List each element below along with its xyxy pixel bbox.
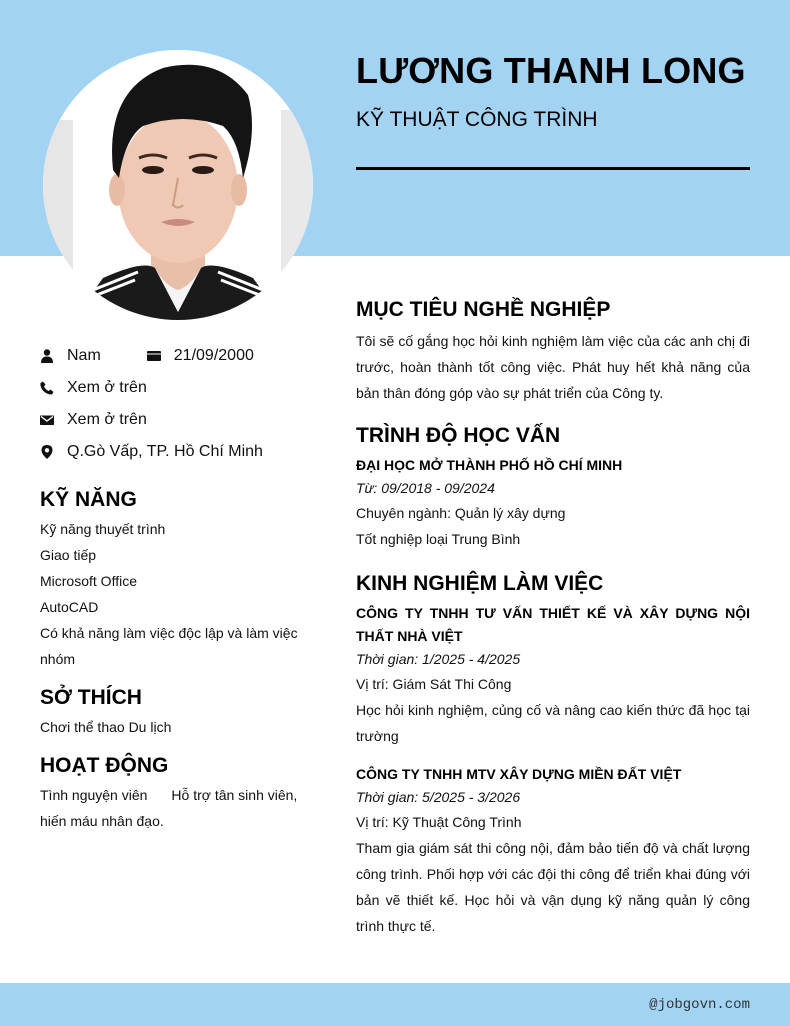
skill-item: Giao tiếp <box>40 547 97 563</box>
job-entry <box>356 763 750 939</box>
footer-watermark: @jobgovn.com <box>649 997 750 1013</box>
calendar-icon <box>147 348 161 364</box>
phone-row <box>40 372 320 404</box>
avatar <box>43 50 313 320</box>
education-section <box>356 424 750 552</box>
job-description: Học hỏi kinh nghiệm, củng cố và nâng cao kiến thức đã học tại trường <box>356 702 750 744</box>
activity-role: Tình nguyện viên <box>40 787 148 803</box>
job-position: Vị trí: Kỹ Thuật Công Trình <box>356 814 522 830</box>
skill-item: AutoCAD <box>40 599 99 615</box>
activity-item <box>40 782 320 834</box>
objective-text: Tôi sẽ cố gắng học hỏi kinh nghiệm làm việc của các anh chị đi trước, hoàn thành tốt công việc. Phát huy hết khả năng của bản thân đóng góp vào sự phát triển của Công ty. <box>356 333 750 401</box>
email-row <box>40 404 320 436</box>
gender-birthday-row <box>40 340 320 372</box>
activities-heading: HOẠT ĐỘNG <box>40 754 169 777</box>
objective-heading: MỤC TIÊU NGHỀ NGHIỆP <box>356 298 611 321</box>
phone-value: Xem ở trên <box>67 379 147 396</box>
location-pin-icon <box>40 444 54 460</box>
skill-item: Có khả năng làm việc độc lập và làm việc nhóm <box>40 625 298 667</box>
education-major: Chuyên ngành: Quản lý xây dựng <box>356 505 566 521</box>
job-position: Vị trí: Giám Sát Thi Công <box>356 676 512 692</box>
email-value: Xem ở trên <box>67 411 147 428</box>
school-name: ĐẠI HỌC MỞ THÀNH PHỐ HỒ CHÍ MINH <box>356 457 623 473</box>
job-description: Tham gia giám sát thi công nội, đảm bảo tiến độ và chất lượng công trình. Phối hợp với các đội thi công để triển khai đúng với bản vẽ thiết kế. Học hỏi và vận dụng kỹ năng quản lý công trình thực tế. <box>356 840 750 934</box>
mail-icon <box>40 412 54 428</box>
gender-value: Nam <box>67 347 101 364</box>
education-period: Từ: 09/2018 - 09/2024 <box>356 480 495 496</box>
candidate-name: LƯƠNG THANH LONG <box>356 50 746 91</box>
user-icon <box>40 348 54 364</box>
job-entry <box>356 602 750 749</box>
skill-item: Microsoft Office <box>40 573 137 589</box>
job-period: Thời gian: 1/2025 - 4/2025 <box>356 651 521 667</box>
phone-icon <box>40 380 54 396</box>
address-row <box>40 436 320 468</box>
education-heading: TRÌNH ĐỘ HỌC VẤN <box>356 424 561 447</box>
job-title: KỸ THUẬT CÔNG TRÌNH <box>356 108 598 131</box>
title-divider <box>356 167 750 170</box>
hobbies-heading: SỞ THÍCH <box>40 686 142 709</box>
company-name: CÔNG TY TNHH MTV XÂY DỰNG MIỀN ĐẤT VIỆT <box>356 766 682 782</box>
objective-section <box>356 298 750 406</box>
education-grade: Tốt nghiệp loại Trung Bình <box>356 531 521 547</box>
birthday-value: 21/09/2000 <box>173 347 254 364</box>
skill-item: Kỹ năng thuyết trình <box>40 521 166 537</box>
experience-section <box>356 572 750 939</box>
address-value: Q.Gò Vấp, TP. Hồ Chí Minh <box>67 443 263 460</box>
right-column <box>356 298 750 953</box>
left-column <box>40 340 320 834</box>
job-period: Thời gian: 5/2025 - 3/2026 <box>356 789 521 805</box>
profile-photo <box>43 50 313 320</box>
activity-description: Hỗ trợ tân sinh viên, hiến máu nhân đạo. <box>40 787 298 829</box>
hobbies-text: Chơi thể thao Du lịch <box>40 719 172 735</box>
company-name: CÔNG TY TNHH TƯ VẤN THIẾT KẾ VÀ XÂY DỰNG NỘI THẤT NHÀ VIỆT <box>356 605 750 644</box>
experience-heading: KINH NGHIỆM LÀM VIỆC <box>356 572 604 595</box>
skills-heading: KỸ NĂNG <box>40 488 137 511</box>
